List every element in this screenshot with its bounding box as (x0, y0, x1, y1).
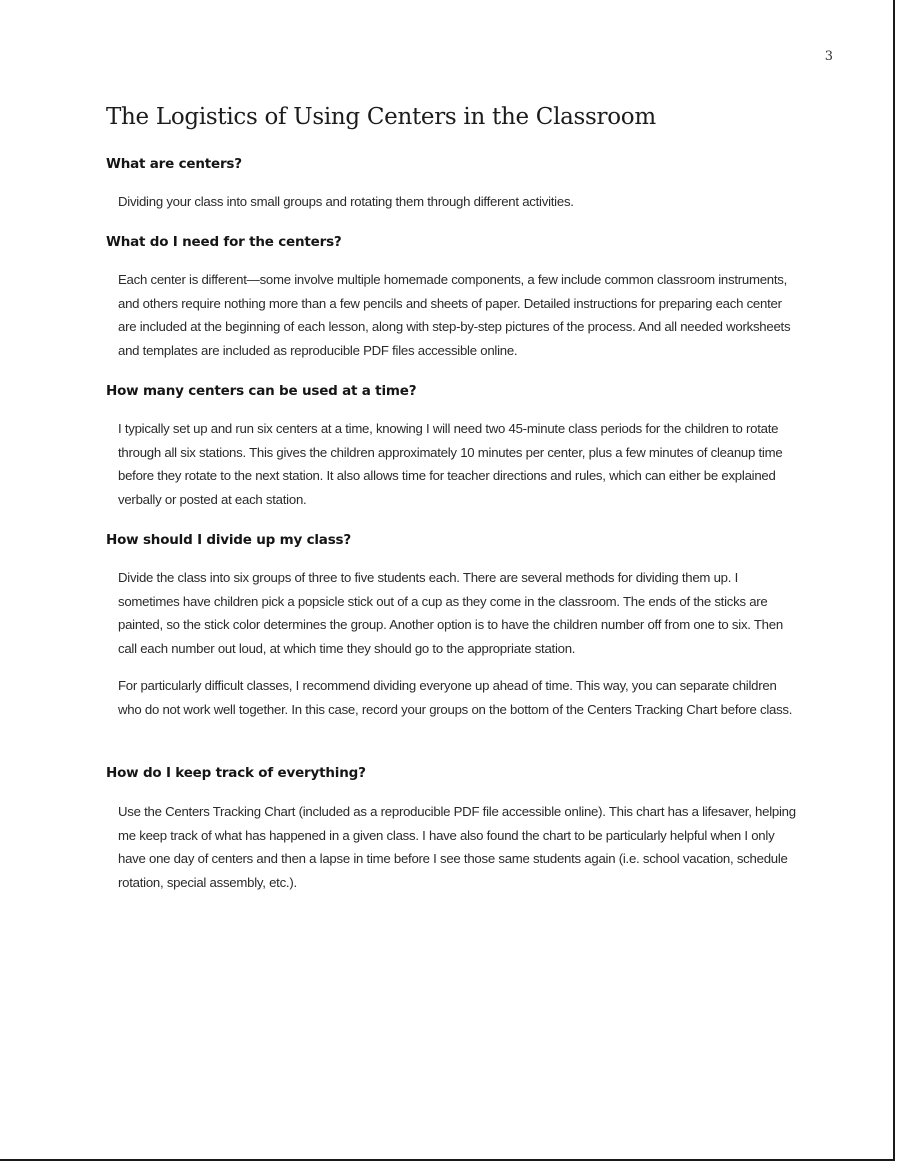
paragraph-keep-track: Use the Centers Tracking Chart (included as a reproducible PDF file accessible online). This chart has a lifesaver, helping me keep track of what has happened in a given class. I have also found the chart to be particularly helpful when I only have one day of centers and then a lapse in time before I see those same students again (i.e. school vacation, schedule rotation, special assembly, etc.). (118, 804, 796, 890)
section-heading-what-are-centers: What are centers? (106, 156, 242, 172)
paragraph-how-many-centers: I typically set up and run six centers at a time, knowing I will need two 45-minute class periods for the children to rotate through all six stations. This gives the children approximately 10 minutes per center, plus a few minutes of cleanup time before they rotate to the next station. It also allows time for teacher directions and rules, which can either be explained verbally or posted at each station. (118, 421, 783, 507)
section-heading-divide-class: How should I divide up my class? (106, 532, 352, 548)
paragraph-divide-class-ahead: For particularly difficult classes, I recommend dividing everyone up ahead of time. This way, you can separate children who do not work well together. In this case, record your groups on the bottom of the Centers Tracking Chart before class. (118, 678, 793, 717)
paragraph-what-are-centers: Dividing your class into small groups and rotating them through different activities. (118, 194, 574, 209)
page-number: 3 (824, 49, 833, 64)
page-title: The Logistics of Using Centers in the Classroom (106, 104, 656, 130)
paragraph-divide-class-methods: Divide the class into six groups of three to five students each. There are several methods for dividing them up. I sometimes have children pick a popsicle stick out of a cup as they come in the classroom. The ends of the sticks are painted, so the stick color determines the group. Another option is to have the children number off from one to six. Then call each number out loud, at which time they should go to the appropriate station. (118, 570, 783, 656)
section-heading-keep-track: How do I keep track of everything? (106, 765, 366, 781)
paragraph-what-do-i-need: Each center is different—some involve multiple homemade components, a few include common classroom instruments, and others require nothing more than a few pencils and sheets of paper. Detailed instructions for preparing each center are included at the beginning of each lesson, along with step-by-step pictures of the process. And all needed worksheets and templates are included as reproducible PDF files accessible online. (118, 272, 791, 358)
section-heading-what-do-i-need: What do I need for the centers? (106, 234, 342, 250)
section-heading-how-many-centers: How many centers can be used at a time? (106, 383, 417, 399)
